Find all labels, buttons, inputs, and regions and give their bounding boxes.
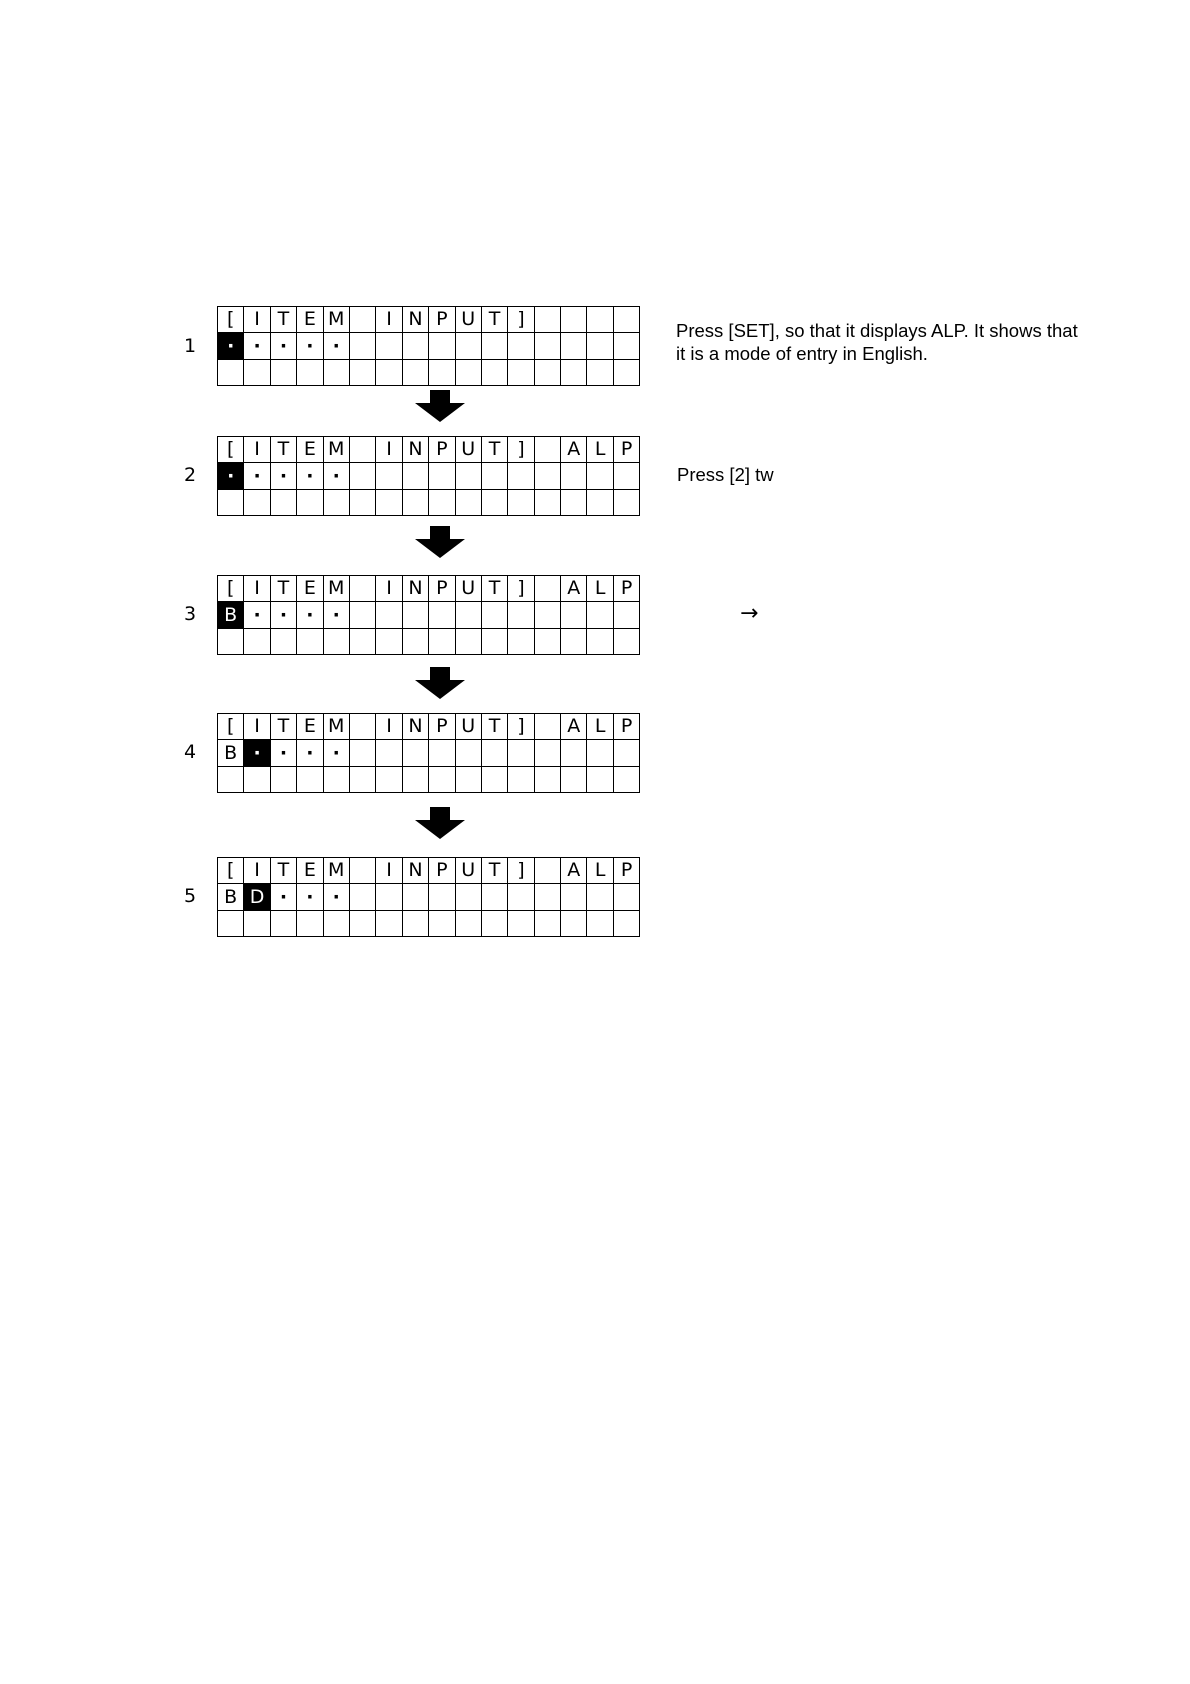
- lcd-cell: [429, 740, 455, 766]
- lcd-cell: [613, 489, 639, 515]
- lcd-cell: I: [376, 307, 402, 333]
- lcd-cell: I: [244, 307, 270, 333]
- step-number-5: 5: [183, 885, 197, 907]
- lcd-cell: [587, 489, 613, 515]
- lcd-cursor-cell: D: [244, 884, 270, 910]
- lcd-row-3: [218, 359, 640, 385]
- lcd-cell: [323, 910, 349, 936]
- lcd-cell: P: [429, 307, 455, 333]
- lcd-cell: [613, 307, 639, 333]
- lcd-cell: [481, 333, 507, 359]
- lcd-cell: [534, 463, 560, 489]
- lcd-cell: U: [455, 858, 481, 884]
- lcd-cell: [561, 359, 587, 385]
- lcd-cell: M: [323, 858, 349, 884]
- lcd-cell: [481, 489, 507, 515]
- lcd-cell: P: [613, 576, 639, 602]
- lcd-cell: [561, 884, 587, 910]
- lcd-cell: [534, 489, 560, 515]
- lcd-cell: I: [244, 576, 270, 602]
- lcd-cell: [323, 359, 349, 385]
- step-1-instruction-line-1: Press [SET], so that it displays ALP. It shows that: [676, 320, 1078, 341]
- lcd-cell: [: [218, 307, 244, 333]
- step-number-1: 1: [183, 335, 197, 357]
- right-arrow-icon: →: [740, 601, 759, 626]
- lcd-cell: E: [297, 858, 323, 884]
- lcd-cell: [402, 910, 428, 936]
- lcd-cell: T: [481, 576, 507, 602]
- lcd-cell: [218, 628, 244, 654]
- lcd-cell: [323, 489, 349, 515]
- lcd-cell: [244, 489, 270, 515]
- lcd-cell: L: [587, 437, 613, 463]
- lcd-cell: [561, 333, 587, 359]
- lcd-row-2: [218, 884, 640, 910]
- lcd-cell: [218, 359, 244, 385]
- lcd-cell: [244, 910, 270, 936]
- lcd-cell: [613, 602, 639, 628]
- lcd-cell: P: [613, 858, 639, 884]
- lcd-cell: [429, 910, 455, 936]
- lcd-cell: [455, 463, 481, 489]
- lcd-cell: [429, 463, 455, 489]
- down-arrow-icon: [415, 390, 465, 422]
- lcd-cell: [481, 463, 507, 489]
- lcd-row-2: [218, 333, 640, 359]
- lcd-cell: ]: [508, 437, 534, 463]
- lcd-cell: [481, 740, 507, 766]
- lcd-cell: [349, 576, 375, 602]
- lcd-cell: ·: [297, 463, 323, 489]
- lcd-cell: [587, 766, 613, 792]
- step-1-instruction-line-2: it is a mode of entry in English.: [676, 343, 928, 364]
- lcd-cell: [297, 766, 323, 792]
- lcd-cell: T: [270, 437, 296, 463]
- lcd-cell: [270, 359, 296, 385]
- lcd-cell: [455, 602, 481, 628]
- step-number-3: 3: [183, 603, 197, 625]
- lcd-cell: [534, 437, 560, 463]
- lcd-cell: B: [218, 884, 244, 910]
- lcd-cell: [402, 359, 428, 385]
- lcd-cell: P: [429, 858, 455, 884]
- lcd-cell: [323, 628, 349, 654]
- lcd-cell: I: [376, 858, 402, 884]
- lcd-cell: ·: [270, 463, 296, 489]
- lcd-cell: [429, 333, 455, 359]
- lcd-cell: [270, 489, 296, 515]
- lcd-cell: [534, 576, 560, 602]
- lcd-cell: [244, 628, 270, 654]
- lcd-row-2: [218, 463, 640, 489]
- lcd-cell: T: [481, 307, 507, 333]
- lcd-cell: ·: [270, 602, 296, 628]
- lcd-cell: [481, 359, 507, 385]
- lcd-cell: T: [270, 307, 296, 333]
- lcd-cell: [561, 489, 587, 515]
- lcd-cell: P: [429, 437, 455, 463]
- lcd-row-3: [218, 910, 640, 936]
- lcd-cell: ·: [244, 463, 270, 489]
- lcd-cell: [613, 463, 639, 489]
- lcd-cell: ]: [508, 576, 534, 602]
- lcd-cell: [481, 884, 507, 910]
- lcd-cell: [402, 333, 428, 359]
- down-arrow-icon: [415, 667, 465, 699]
- lcd-cell: ·: [270, 884, 296, 910]
- lcd-cell: [481, 602, 507, 628]
- lcd-cell: I: [244, 858, 270, 884]
- lcd-cell: ·: [297, 333, 323, 359]
- lcd-cell: I: [244, 437, 270, 463]
- lcd-cell: [534, 628, 560, 654]
- lcd-row-1: [218, 858, 640, 884]
- lcd-cell: M: [323, 576, 349, 602]
- lcd-cell: ]: [508, 307, 534, 333]
- lcd-cell: T: [481, 858, 507, 884]
- lcd-cell: [455, 489, 481, 515]
- lcd-cell: [455, 359, 481, 385]
- lcd-cell: A: [561, 437, 587, 463]
- lcd-cell: B: [218, 740, 244, 766]
- lcd-cursor-cell: ·: [218, 333, 244, 359]
- lcd-cell: [429, 884, 455, 910]
- lcd-cell: M: [323, 714, 349, 740]
- lcd-cell: [587, 740, 613, 766]
- lcd-row-1: [218, 307, 640, 333]
- lcd-cell: [587, 602, 613, 628]
- lcd-cell: [534, 740, 560, 766]
- lcd-cell: [376, 910, 402, 936]
- lcd-cell: [455, 766, 481, 792]
- lcd-cell: ·: [297, 602, 323, 628]
- step-2-instruction: Press [2] tw: [677, 464, 774, 485]
- lcd-cell: [297, 489, 323, 515]
- lcd-row-2: [218, 602, 640, 628]
- lcd-cell: [455, 910, 481, 936]
- lcd-cell: [349, 489, 375, 515]
- lcd-cell: M: [323, 437, 349, 463]
- lcd-cell: [613, 910, 639, 936]
- lcd-cell: E: [297, 714, 323, 740]
- lcd-cell: I: [376, 576, 402, 602]
- lcd-cell: T: [270, 858, 296, 884]
- lcd-cell: A: [561, 576, 587, 602]
- lcd-cell: [349, 884, 375, 910]
- down-arrow-icon: [415, 526, 465, 558]
- lcd-row-3: [218, 489, 640, 515]
- lcd-cell: E: [297, 576, 323, 602]
- lcd-cell: [218, 910, 244, 936]
- lcd-cell: [613, 333, 639, 359]
- lcd-cell: [561, 602, 587, 628]
- lcd-cell: [534, 359, 560, 385]
- lcd-cell: [481, 910, 507, 936]
- lcd-cell: [349, 910, 375, 936]
- lcd-cell: [455, 740, 481, 766]
- lcd-cell: [587, 628, 613, 654]
- lcd-cell: [534, 884, 560, 910]
- lcd-cell: [376, 766, 402, 792]
- lcd-display-step-2: [217, 436, 640, 516]
- lcd-cell: [508, 910, 534, 936]
- lcd-cell: [349, 333, 375, 359]
- lcd-cell: [508, 884, 534, 910]
- down-arrow-icon: [415, 807, 465, 839]
- lcd-row-3: [218, 628, 640, 654]
- lcd-cell: [455, 333, 481, 359]
- lcd-cell: [508, 628, 534, 654]
- lcd-cell: [508, 489, 534, 515]
- lcd-cell: M: [323, 307, 349, 333]
- lcd-cell: ·: [270, 333, 296, 359]
- lcd-cell: [613, 359, 639, 385]
- lcd-cell: [376, 628, 402, 654]
- lcd-cell: [587, 884, 613, 910]
- lcd-row-3: [218, 766, 640, 792]
- lcd-cell: [561, 740, 587, 766]
- lcd-cell: [402, 463, 428, 489]
- lcd-cell: [349, 359, 375, 385]
- lcd-display-step-5: [217, 857, 640, 937]
- lcd-cell: U: [455, 714, 481, 740]
- lcd-cell: [613, 628, 639, 654]
- lcd-cell: L: [587, 858, 613, 884]
- lcd-cell: [455, 628, 481, 654]
- lcd-cell: [587, 359, 613, 385]
- lcd-cell: [402, 740, 428, 766]
- lcd-cell: U: [455, 437, 481, 463]
- lcd-cell: [587, 307, 613, 333]
- lcd-cell: [534, 766, 560, 792]
- lcd-cell: T: [481, 437, 507, 463]
- lcd-cell: [587, 910, 613, 936]
- lcd-cell: [297, 628, 323, 654]
- lcd-cell: E: [297, 437, 323, 463]
- lcd-cell: A: [561, 858, 587, 884]
- lcd-cell: [429, 489, 455, 515]
- lcd-cell: [508, 602, 534, 628]
- lcd-cell: U: [455, 307, 481, 333]
- lcd-cell: ·: [244, 602, 270, 628]
- lcd-cell: [349, 714, 375, 740]
- lcd-cell: [534, 602, 560, 628]
- lcd-cell: [349, 437, 375, 463]
- lcd-cell: [534, 333, 560, 359]
- lcd-cell: ·: [297, 740, 323, 766]
- lcd-cell: [402, 628, 428, 654]
- lcd-cell: ·: [323, 740, 349, 766]
- lcd-cell: [561, 910, 587, 936]
- lcd-cell: E: [297, 307, 323, 333]
- lcd-cursor-cell: ·: [244, 740, 270, 766]
- lcd-cell: L: [587, 576, 613, 602]
- lcd-cell: ]: [508, 858, 534, 884]
- lcd-cell: [455, 884, 481, 910]
- lcd-cell: [349, 602, 375, 628]
- lcd-cell: [402, 489, 428, 515]
- lcd-cell: [218, 766, 244, 792]
- lcd-cell: [402, 602, 428, 628]
- step-1-instruction: [676, 319, 1078, 365]
- lcd-cell: N: [402, 307, 428, 333]
- lcd-cell: [: [218, 858, 244, 884]
- lcd-cell: [402, 884, 428, 910]
- lcd-cell: [508, 463, 534, 489]
- lcd-cell: [508, 740, 534, 766]
- step-number-2: 2: [183, 464, 197, 486]
- lcd-cell: [561, 766, 587, 792]
- lcd-cell: [613, 740, 639, 766]
- lcd-cell: [376, 333, 402, 359]
- lcd-cell: ]: [508, 714, 534, 740]
- lcd-cell: [508, 766, 534, 792]
- lcd-display-step-1: [217, 306, 640, 386]
- lcd-cell: [481, 628, 507, 654]
- lcd-cell: ·: [323, 884, 349, 910]
- lcd-cell: [508, 333, 534, 359]
- lcd-row-1: [218, 576, 640, 602]
- lcd-cell: [: [218, 576, 244, 602]
- lcd-row-1: [218, 714, 640, 740]
- lcd-display-step-3: [217, 575, 640, 655]
- lcd-cell: [561, 307, 587, 333]
- lcd-cell: L: [587, 714, 613, 740]
- lcd-cell: [561, 463, 587, 489]
- lcd-cell: P: [429, 714, 455, 740]
- lcd-cell: P: [429, 576, 455, 602]
- lcd-cell: [270, 766, 296, 792]
- lcd-cell: [534, 910, 560, 936]
- lcd-cursor-cell: ·: [218, 463, 244, 489]
- lcd-cell: [534, 858, 560, 884]
- lcd-cell: [508, 359, 534, 385]
- lcd-cell: [534, 714, 560, 740]
- lcd-cell: N: [402, 714, 428, 740]
- lcd-cell: [349, 858, 375, 884]
- lcd-cell: ·: [270, 740, 296, 766]
- lcd-cell: [376, 884, 402, 910]
- lcd-cell: I: [244, 714, 270, 740]
- lcd-cell: T: [270, 714, 296, 740]
- lcd-cell: [244, 359, 270, 385]
- lcd-row-1: [218, 437, 640, 463]
- lcd-cell: [: [218, 437, 244, 463]
- lcd-cell: ·: [323, 602, 349, 628]
- lcd-cursor-cell: B: [218, 602, 244, 628]
- lcd-cell: [587, 333, 613, 359]
- lcd-cell: [244, 766, 270, 792]
- lcd-cell: P: [613, 714, 639, 740]
- lcd-cell: [429, 359, 455, 385]
- lcd-cell: [587, 463, 613, 489]
- lcd-cell: I: [376, 714, 402, 740]
- lcd-cell: [349, 463, 375, 489]
- lcd-cell: ·: [323, 463, 349, 489]
- lcd-cell: [613, 766, 639, 792]
- lcd-cell: [: [218, 714, 244, 740]
- lcd-cell: I: [376, 437, 402, 463]
- lcd-cell: [613, 884, 639, 910]
- lcd-display-step-4: [217, 713, 640, 793]
- lcd-cell: P: [613, 437, 639, 463]
- lcd-cell: N: [402, 437, 428, 463]
- lcd-cell: [270, 910, 296, 936]
- lcd-cell: N: [402, 576, 428, 602]
- lcd-cell: [429, 628, 455, 654]
- lcd-cell: [376, 740, 402, 766]
- lcd-cell: [349, 307, 375, 333]
- lcd-cell: ·: [244, 333, 270, 359]
- lcd-cell: T: [270, 576, 296, 602]
- lcd-cell: N: [402, 858, 428, 884]
- lcd-cell: [297, 910, 323, 936]
- lcd-cell: [376, 463, 402, 489]
- lcd-cell: [481, 766, 507, 792]
- lcd-cell: T: [481, 714, 507, 740]
- lcd-cell: [429, 602, 455, 628]
- lcd-cell: [297, 359, 323, 385]
- lcd-cell: [534, 307, 560, 333]
- lcd-cell: ·: [323, 333, 349, 359]
- lcd-cell: [349, 628, 375, 654]
- lcd-cell: [561, 628, 587, 654]
- step-number-4: 4: [183, 741, 197, 763]
- lcd-cell: ·: [297, 884, 323, 910]
- lcd-row-2: [218, 740, 640, 766]
- lcd-cell: [376, 489, 402, 515]
- lcd-cell: [349, 766, 375, 792]
- lcd-cell: [429, 766, 455, 792]
- lcd-cell: [349, 740, 375, 766]
- lcd-cell: [218, 489, 244, 515]
- lcd-cell: [376, 359, 402, 385]
- lcd-cell: [376, 602, 402, 628]
- lcd-cell: [402, 766, 428, 792]
- lcd-cell: [323, 766, 349, 792]
- lcd-cell: [270, 628, 296, 654]
- lcd-cell: U: [455, 576, 481, 602]
- lcd-cell: A: [561, 714, 587, 740]
